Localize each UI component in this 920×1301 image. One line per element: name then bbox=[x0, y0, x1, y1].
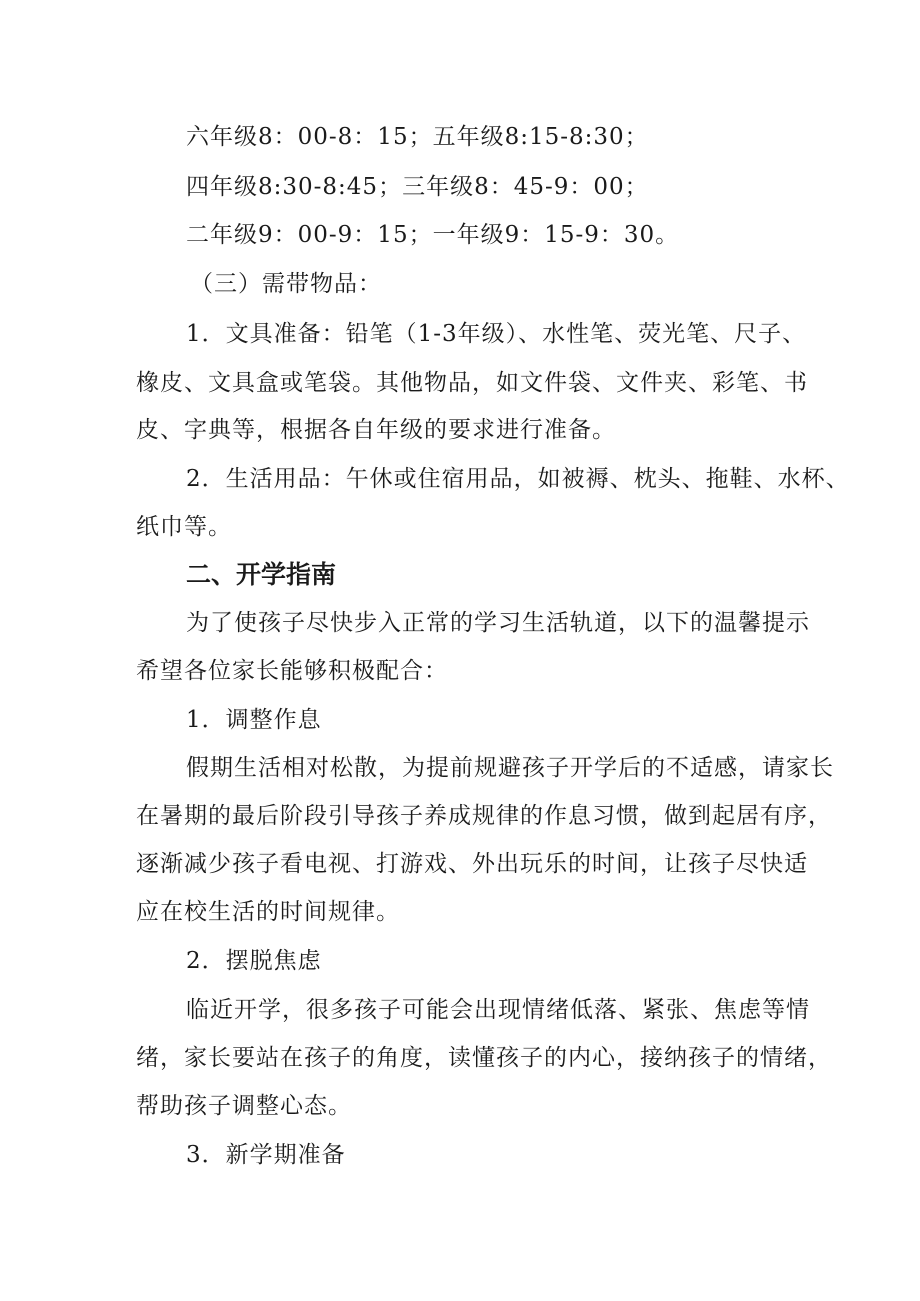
section-heading: 二、开学指南 bbox=[186, 560, 337, 589]
paragraph-line: 为了使孩子尽快步入正常的学习生活轨道，以下的温馨提示 bbox=[186, 610, 810, 636]
paragraph-line: 逐渐减少孩子看电视、打游戏、外出玩乐的时间，让孩子尽快适 bbox=[136, 851, 808, 877]
schedule-line: 二年级9：00-9：15；一年级9：15-9：30。 bbox=[186, 222, 680, 248]
paragraph-line: 帮助孩子调整心态。 bbox=[136, 1093, 352, 1119]
subsection-title: 1．调整作息 bbox=[186, 707, 322, 733]
paragraph-line: 希望各位家长能够积极配合： bbox=[136, 658, 448, 684]
paragraph-line: 1．文具准备：铅笔（1-3年级）、水性笔、荧光笔、尺子、 bbox=[186, 321, 807, 347]
paragraph-line: 应在校生活的时间规律。 bbox=[136, 899, 400, 925]
paragraph-line: 纸巾等。 bbox=[136, 514, 232, 540]
paragraph-line: 在暑期的最后阶段引导孩子养成规律的作息习惯，做到起居有序， bbox=[136, 803, 832, 829]
paragraph-line: 橡皮、文具盒或笔袋。其他物品，如文件袋、文件夹、彩笔、书 bbox=[136, 370, 808, 396]
items-heading: （三）需带物品： bbox=[190, 271, 382, 297]
paragraph-line: 绪，家长要站在孩子的角度，读懂孩子的内心，接纳孩子的情绪， bbox=[136, 1045, 832, 1071]
paragraph-line: 假期生活相对松散，为提前规避孩子开学后的不适感，请家长 bbox=[186, 755, 834, 781]
subsection-title: 3．新学期准备 bbox=[186, 1142, 346, 1168]
paragraph-line: 2．生活用品：午休或住宿用品，如被褥、枕头、拖鞋、水杯、 bbox=[186, 466, 850, 492]
schedule-line: 四年级8:30-8:45；三年级8：45-9：00； bbox=[186, 174, 649, 200]
schedule-line: 六年级8：00-8：15；五年级8:15-8:30； bbox=[186, 124, 649, 150]
paragraph-line: 皮、字典等，根据各自年级的要求进行准备。 bbox=[136, 417, 616, 443]
subsection-title: 2．摆脱焦虑 bbox=[186, 948, 322, 974]
paragraph-line: 临近开学，很多孩子可能会出现情绪低落、紧张、焦虑等情 bbox=[186, 997, 810, 1023]
